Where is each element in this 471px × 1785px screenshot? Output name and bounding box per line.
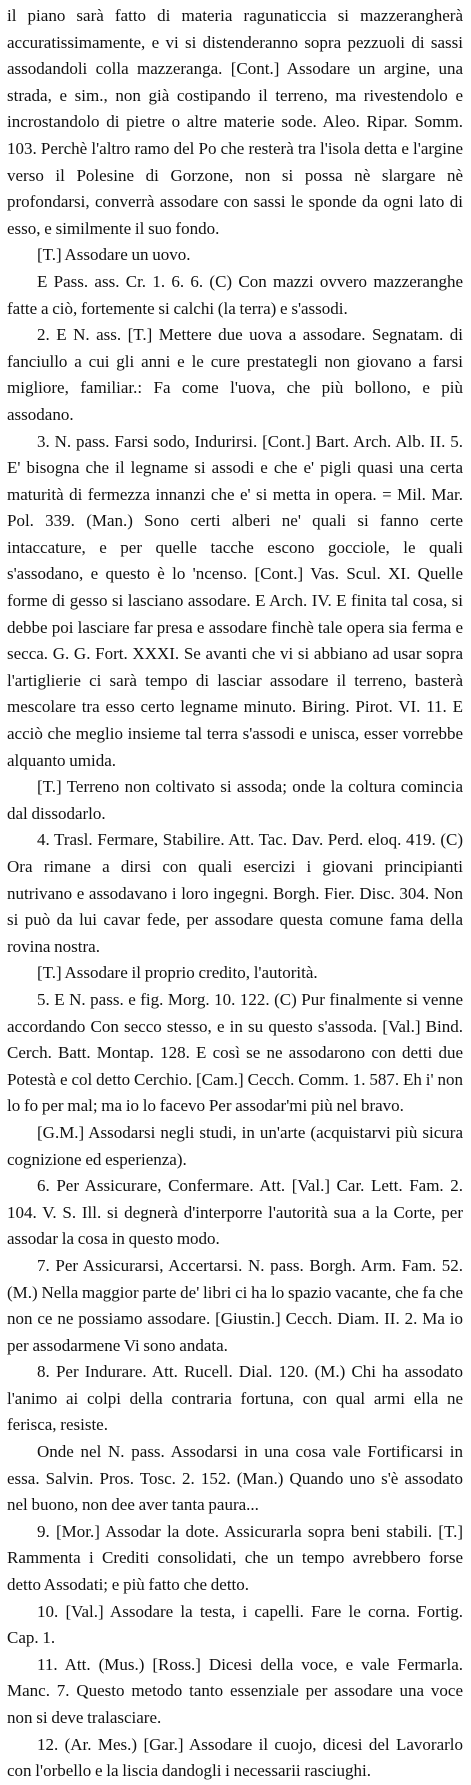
paragraph-2: [T.] Assodare un uovo.	[37, 245, 191, 265]
paragraph-18: 12. (Ar. Mes.) [Gar.] Assodare il cuojo, dicesi del Lavorarlo con l'orbello e la liscia dandogli i necessarii rasciughi.	[7, 1734, 463, 1781]
paragraph-8: [T.] Assodare il proprio credito, l'autorità.	[37, 963, 318, 983]
paragraph-15: 9. [Mor.] Assodar la dote. Assicurarla sopra beni stabili. [T.] Rammenta i Crediti consolidati, che un tempo avrebbero forse detto Assodati; e più fatto che detto.	[7, 1521, 463, 1595]
paragraph-12: 7. Per Assicurarsi, Accertarsi. N. pass. Borgh. Arm. Fam. 52. (M.) Nella maggior parte de' libri ci ha lo spazio vacante, che fa che non ce ne possiamo assodare. [Giustin.] Cecch. Diam. II. 2. Ma io per assodarmene Vi sono andata.	[7, 1255, 463, 1355]
paragraph-7: 4. Trasl. Fermare, Stabilire. Att. Tac. Dav. Perd. eloq. 419. (C) Ora rimane a dirsi con quali esercizi i giovani principianti nutrivano e assodavano i loro ingegni. Borgh. Fier. Disc. 304. Non si può da lui cavar fede, per assodare questa comune fama della rovina nostra.	[7, 830, 463, 956]
paragraph-9: 5. E N. pass. e fig. Morg. 10. 122. (C) Pur finalmente si venne accordando Con secco stesso, e in su questo s'assoda. [Val.] Bind. Cerch. Batt. Montap. 128. E così se ne assodarono con detti due Potestà e col detto Cerchio. [Cam.] Cecch. Comm. 1. 587. Eh i' non lo fo per mal; ma io lo facevo Per assodar'mi più nel bravo.	[7, 989, 463, 1116]
paragraph-5: 3. N. pass. Farsi sodo, Indurirsi. [Cont.] Bart. Arch. Alb. II. 5. E' bisogna che il legname si assodi e che e' pigli quasi una certa maturità di fermezza innanzi che e' si metta in opera. = Mil. Mar. Pol. 339. (Man.) Sono certi alberi ne' quali si fanno certe intaccature, e per quelle tacche escono gocciole, le quali s'assodano, e questo è lo 'ncenso. [Cont.] Vas. Scul. XI. Quelle forme di gesso si lasciano assodare. E Arch. IV. E finita tal cosa, si debbe poi lasciare far presa e assodare finchè tale opera sia ferma e secca. G. G. Fort. XXXI. Se avanti che vi si abbiano ad usar sopra l'artiglierie ci sarà tempo di lasciar assodare il terreno, basterà mescolare tra esso certo legname minuto. Biring. Pirot. VI. 11. E acciò che meglio insieme tal terra s'assodi e unisca, esser vorrebbe alquanto umida.	[7, 431, 463, 770]
paragraph-14: Onde nel N. pass. Assodarsi in una cosa vale Fortificarsi in essa. Salvin. Pros. Tosc. 2. 152. (Man.) Quando uno s'è assodato nel buono, non dee aver tanta paura...	[7, 1442, 463, 1515]
paragraph-4: 2. E N. ass. [T.] Mettere due uova a assodare. Segnatam. di fanciullo a cui gli anni e le cure prestategli non giovano a farsi migliore, familiar.: Fa come l'uova, che più bollono, e più assodano.	[7, 325, 463, 424]
paragraph-16: 10. [Val.] Assodare la testa, i capelli. Fare le corna. Fortig. Cap. 1.	[7, 1601, 463, 1648]
paragraph-17: 11. Att. (Mus.) [Ross.] Dicesi della voce, e vale Fermarla. Manc. 7. Questo metodo tanto essenziale per assodare una voce non si deve tralasciare.	[7, 1654, 463, 1727]
paragraph-3: E Pass. ass. Cr. 1. 6. 6. (C) Con mazzi ovvero mazzeranghe fatte a ciò, fortemente si calchi (la terra) e s'assodi.	[7, 271, 463, 318]
paragraph-13: 8. Per Indurare. Att. Rucell. Dial. 120. (M.) Chi ha assodato l'animo ai colpi della contraria fortuna, con qual armi ella ne ferisca, resiste.	[7, 1362, 463, 1435]
paragraph-11: 6. Per Assicurare, Confermare. Att. [Val.] Car. Lett. Fam. 2. 104. V. S. Ill. si degnerà d'interporre l'autorità sua a la Corte, per assodar la cosa in questo modo.	[7, 1176, 463, 1249]
paragraph-6: [T.] Terreno non coltivato si assoda; onde la coltura comincia dal dissodarlo.	[7, 777, 463, 823]
paragraph-10: [G.M.] Assodarsi negli studi, in un'arte (acquistarvi più sicura cognizione ed esperienza).	[7, 1122, 463, 1169]
paragraph-1: il piano sarà fatto di materia ragunaticcia si mazzerangherà accuratissimamente, e vi si distenderanno sopra pezzuoli di sassi assodandoli colla mazzeranga. [Cont.] Assodare un argine, una strada, e sim., non già costipando il terreno, ma rivestendolo e incrostandolo di pietre o altre materie sode. Aleo. Ripar. Somm. 103. Perchè l'altro ramo del Po che resterà tra l'isola detta e l'argine verso il Polesine di Gorzone, non si possa nè slargare nè profondarsi, converrà assodare con sassi le sponde da ogni lato di esso, e similmente il suo fondo.	[7, 6, 463, 238]
